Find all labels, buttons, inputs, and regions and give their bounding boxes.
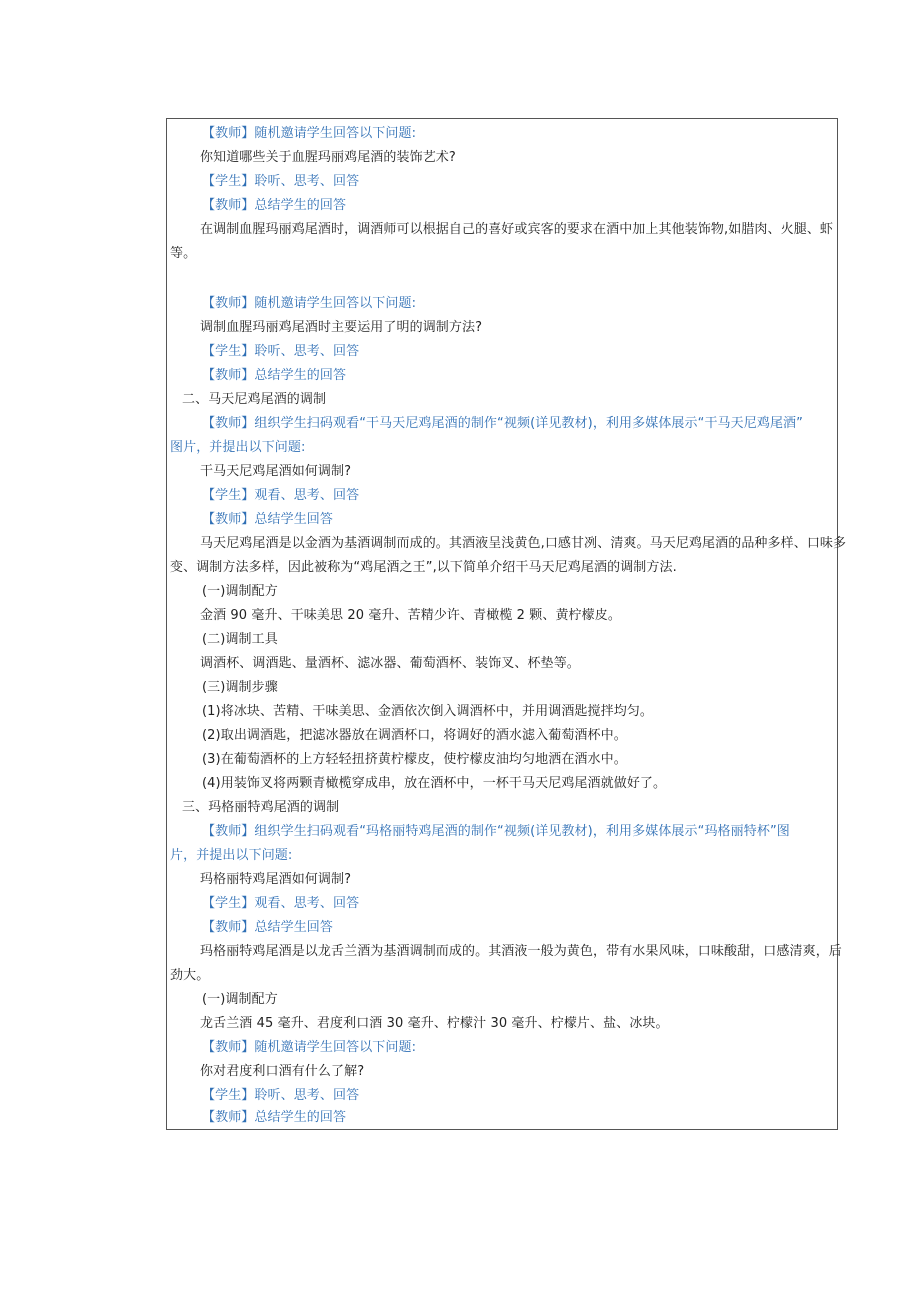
question-3: 你对君度利口酒有什么了解?	[200, 1064, 365, 1079]
question-margarita: 玛格丽特鸡尾酒如何调制?	[200, 872, 352, 887]
teacher-instruction-margarita-line-1: 【教师】组织学生扫码观看“玛格丽特鸡尾酒的制作“视频(详见教材)，利用多媒体展示“玛格丽特杯”图	[202, 824, 790, 839]
teacher-prompt-1: 【教师】随机邀请学生回答以下问题:	[202, 126, 417, 141]
teacher-instruction-martini-line-1: 【教师】组织学生扫码观看“干马天尼鸡尾酒的制作“视频(详见教材)，利用多媒体展示“干马天尼鸡尾酒”	[202, 416, 803, 431]
student-response-margarita: 【学生】观看、思考、回答	[202, 896, 360, 911]
margarita-description-line-1: 玛格丽特鸡尾酒是以龙舌兰酒为基酒调制而成的。其酒液一般为黄色，带有水果风味，口味酸甜，口感清爽，后	[200, 944, 842, 959]
teacher-summary-1: 【教师】总结学生的回答	[202, 198, 347, 213]
teacher-instruction-margarita-line-2: 片，并提出以下问题:	[170, 848, 293, 863]
teacher-summary-margarita: 【教师】总结学生回答	[202, 920, 334, 935]
margarita-recipe: 龙舌兰酒 45 毫升、君度利口酒 30 毫升、柠檬汁 30 毫升、柠檬片、盐、冰块。	[200, 1016, 669, 1031]
student-response-martini: 【学生】观看、思考、回答	[202, 488, 360, 503]
answer-paragraph-1-line-2: 等。	[170, 246, 197, 261]
martini-recipe: 金酒 90 毫升、干味美思 20 毫升、苦精少许、青橄榄 2 颗、黄柠檬皮。	[200, 608, 621, 623]
teacher-instruction-martini-line-2: 图片，并提出以下问题:	[170, 440, 306, 455]
teacher-prompt-3: 【教师】随机邀请学生回答以下问题:	[202, 1040, 417, 1055]
section-heading-margarita: 三、玛格丽特鸡尾酒的调制	[182, 800, 340, 815]
margarita-description-line-2: 劲大。	[170, 968, 210, 983]
martini-step-1: (1)将冰块、苦精、干味美思、金酒依次倒入调酒杯中，并用调酒匙搅拌均匀。	[202, 704, 654, 719]
margarita-recipe-heading: (一)调制配方	[202, 992, 278, 1007]
student-response-2: 【学生】聆听、思考、回答	[202, 344, 360, 359]
martini-description-line-2: 变、调制方法多样，因此被称为“鸡尾酒之王”,以下简单介绍干马天尼鸡尾酒的调制方法.	[170, 560, 677, 575]
question-1: 你知道哪些关于血腥玛丽鸡尾酒的装饰艺术?	[200, 150, 456, 165]
martini-tools-heading: (二)调制工具	[202, 632, 278, 647]
martini-step-4: (4)用装饰叉将两颗青橄榄穿成串，放在酒杯中，一杯干马天尼鸡尾酒就做好了。	[202, 776, 667, 791]
martini-tools: 调酒杯、调酒匙、量酒杯、滤冰器、葡萄酒杯、装饰叉、杯垫等。	[200, 656, 580, 671]
martini-steps-heading: (三)调制步骤	[202, 680, 278, 695]
martini-description-line-1: 马天尼鸡尾酒是以金酒为基酒调制而成的。其酒液呈浅黄色,口感甘冽、清爽。马天尼鸡尾酒的品种多样、口味多	[200, 536, 847, 551]
teacher-summary-2: 【教师】总结学生的回答	[202, 368, 347, 383]
answer-paragraph-1-line-1: 在调制血腥玛丽鸡尾酒时，调酒师可以根据自己的喜好或宾客的要求在酒中加上其他装饰物,如腊肉、火腿、虾	[200, 222, 834, 237]
martini-step-2: (2)取出调酒匙，把滤冰器放在调酒杯口，将调好的酒水滤入葡萄酒杯中。	[202, 728, 627, 743]
student-response-3: 【学生】聆听、思考、回答	[202, 1088, 360, 1103]
teacher-prompt-2: 【教师】随机邀请学生回答以下问题:	[202, 296, 417, 311]
student-response-1: 【学生】聆听、思考、回答	[202, 174, 360, 189]
section-heading-martini: 二、马天尼鸡尾酒的调制	[182, 392, 327, 407]
martini-step-3: (3)在葡萄酒杯的上方轻轻扭挤黄柠檬皮，使柠檬皮油均匀地洒在酒水中。	[202, 752, 627, 767]
teacher-summary-martini: 【教师】总结学生回答	[202, 512, 334, 527]
question-2: 调制血腥玛丽鸡尾酒时主要运用了明的调制方法?	[200, 320, 483, 335]
question-martini: 干马天尼鸡尾酒如何调制?	[200, 464, 352, 479]
martini-recipe-heading: (一)调制配方	[202, 584, 278, 599]
teacher-summary-3: 【教师】总结学生的回答	[202, 1110, 347, 1125]
